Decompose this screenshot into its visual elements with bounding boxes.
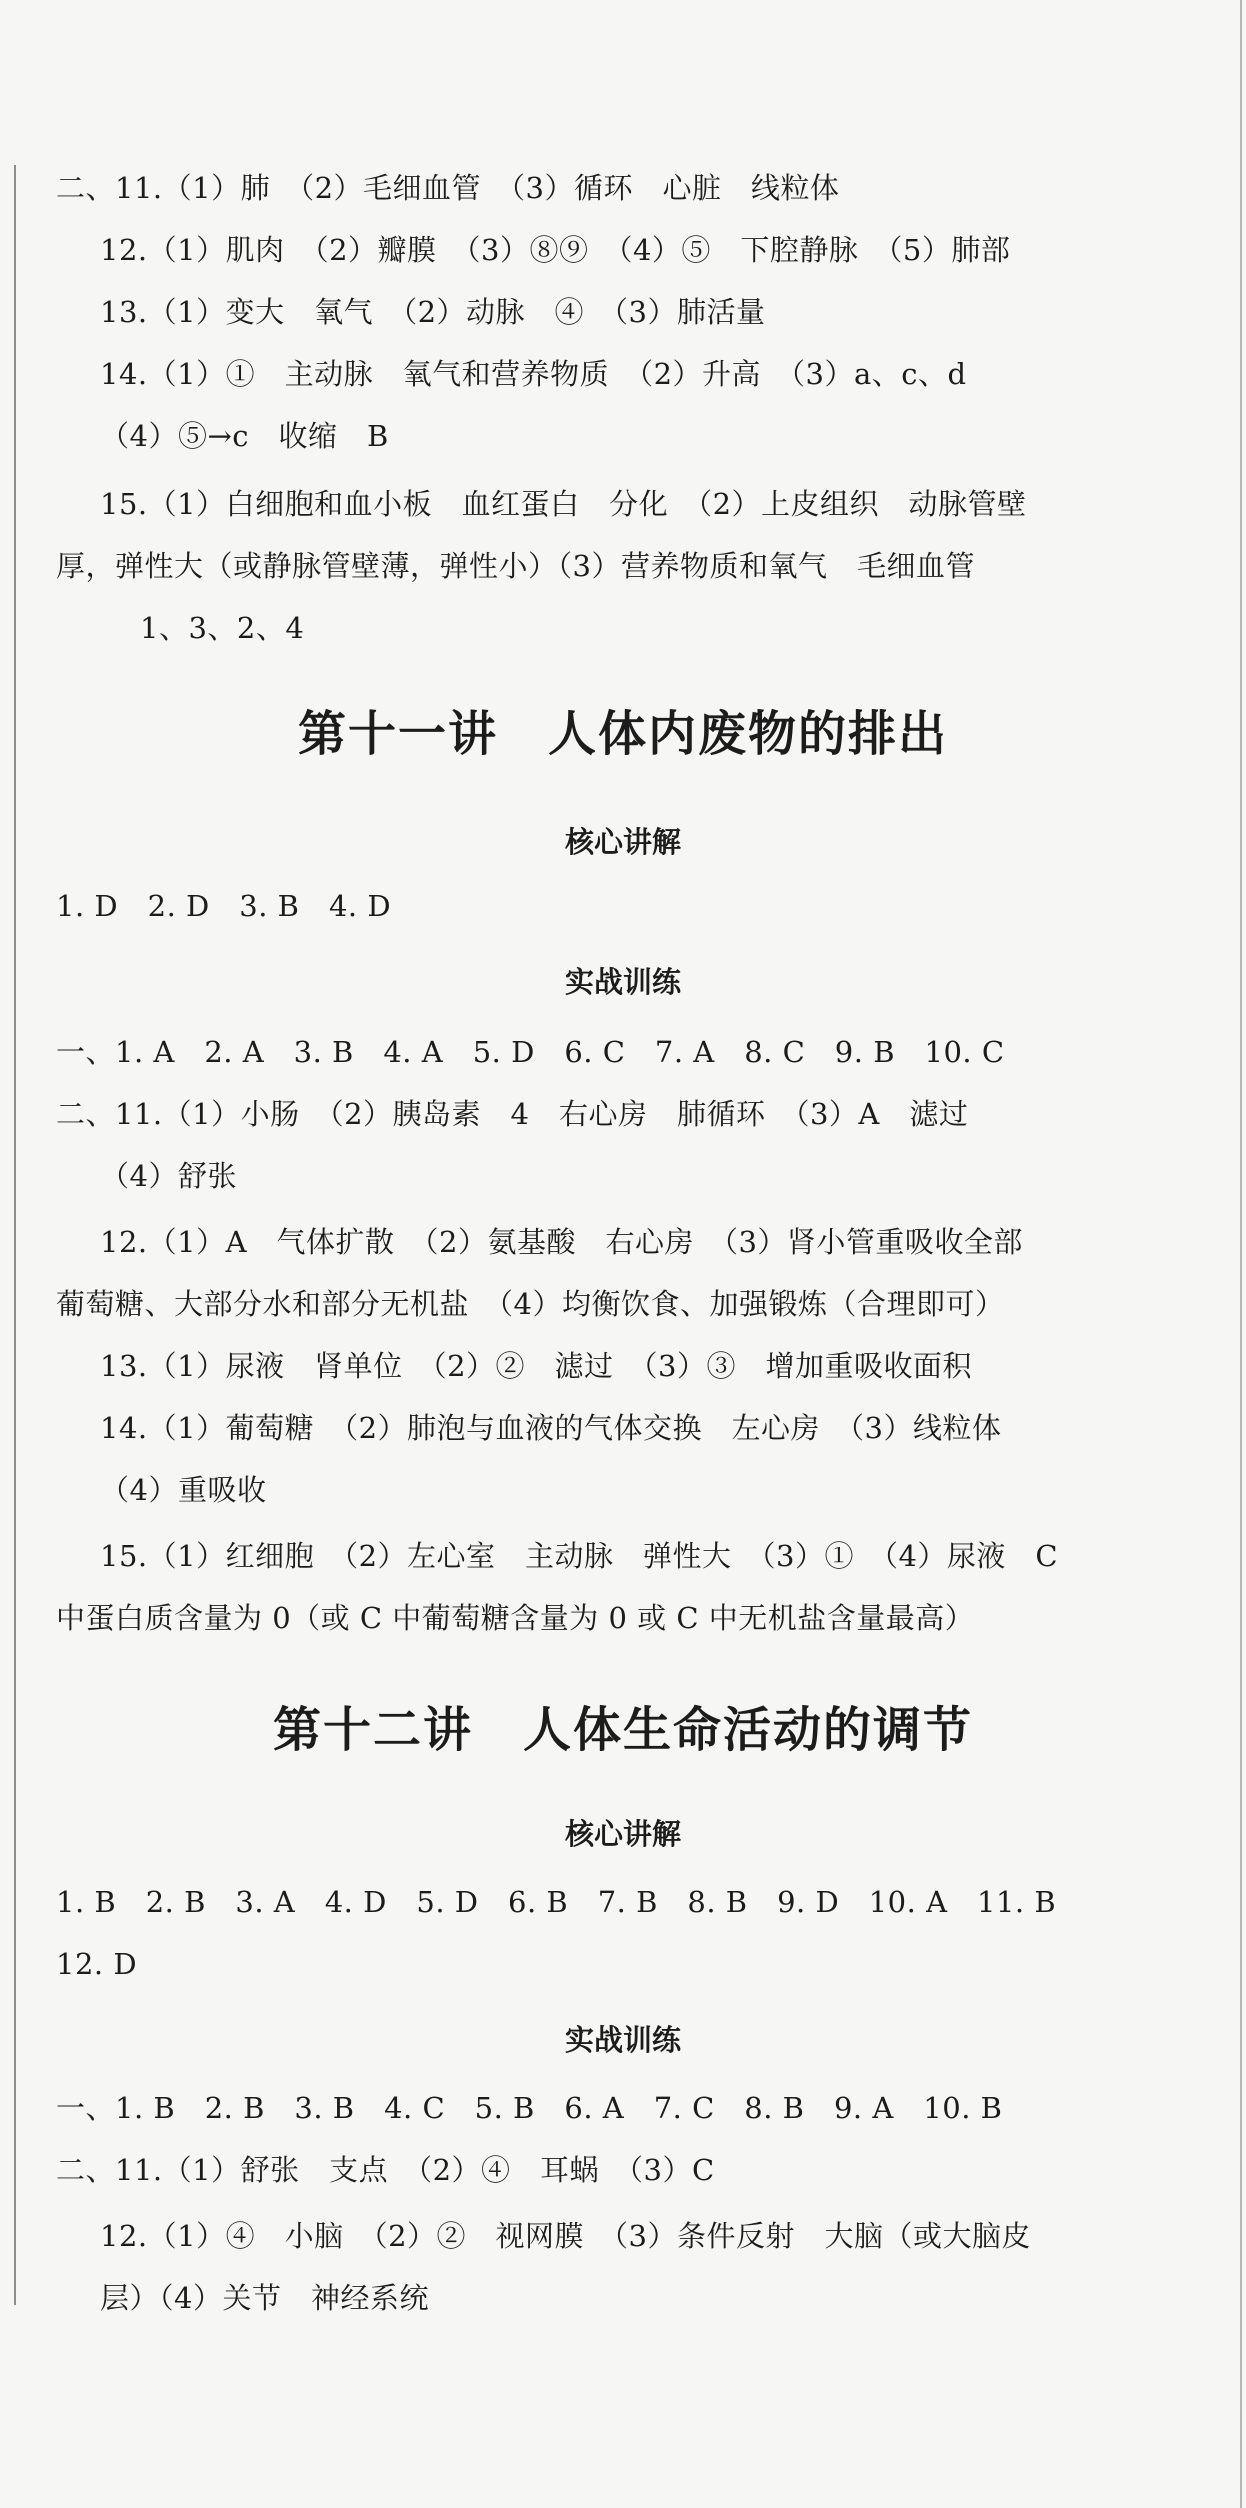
answer-line: 12.（1）A 气体扩散 （2）氨基酸 右心房 （3）肾小管重吸收全部 bbox=[100, 1225, 1023, 1259]
answer-line: （4）⑤→c 收缩 B bbox=[100, 419, 389, 453]
answer-line: （4）重吸收 bbox=[100, 1473, 267, 1507]
answer-line: 层）（4）关节 神经系统 bbox=[100, 2281, 429, 2315]
answer-line: 1. D 2. D 3. B 4. D bbox=[56, 889, 392, 923]
answer-line: （4）舒张 bbox=[100, 1159, 237, 1193]
answer-line: 13.（1）变大 氧气 （2）动脉 ④ （3）肺活量 bbox=[100, 295, 766, 329]
left-margin-rule bbox=[14, 165, 16, 2305]
chapter-title-12: 第十二讲 人体生命活动的调节 bbox=[272, 1702, 973, 1758]
answer-line: 13.（1）尿液 肾单位 （2）② 滤过 （3）③ 增加重吸收面积 bbox=[100, 1349, 972, 1383]
answer-line: 15.（1）白细胞和血小板 血红蛋白 分化 （2）上皮组织 动脉管壁 bbox=[100, 487, 1027, 521]
answer-line: 12.（1）肌肉 （2）瓣膜 （3）⑧⑨ （4）⑤ 下腔静脉 （5）肺部 bbox=[100, 233, 1011, 267]
right-edge-rule bbox=[1240, 0, 1242, 2508]
section-heading-core-11: 核心讲解 bbox=[564, 825, 681, 859]
section-heading-practice-11: 实战训练 bbox=[564, 965, 681, 999]
answer-line: 一、1. A 2. A 3. B 4. A 5. D 6. C 7. A 8. C 9. B 10. C bbox=[56, 1035, 1005, 1069]
answer-line: 二、11.（1）小肠 （2）胰岛素 4 右心房 肺循环 （3）A 滤过 bbox=[56, 1097, 969, 1131]
answer-line: 厚，弹性大（或静脉管壁薄，弹性小）（3）营养物质和氧气 毛细血管 bbox=[56, 549, 975, 583]
answer-line: 1、3、2、4 bbox=[140, 611, 305, 645]
answer-line: 二、11.（1）肺 （2）毛细血管 （3）循环 心脏 线粒体 bbox=[56, 171, 840, 205]
answer-line: 葡萄糖、大部分水和部分无机盐 （4）均衡饮食、加强锻炼（合理即可） bbox=[56, 1287, 1005, 1321]
answer-line: 中蛋白质含量为 0（或 C 中葡萄糖含量为 0 或 C 中无机盐含量最高） bbox=[56, 1601, 975, 1635]
chapter-title-11: 第十一讲 人体内废物的排出 bbox=[297, 706, 948, 762]
answer-line: 15.（1）红细胞 （2）左心室 主动脉 弹性大 （3）① （4）尿液 C bbox=[100, 1539, 1059, 1573]
answer-line: 1. B 2. B 3. A 4. D 5. D 6. B 7. B 8. B 9. D 10. A 11. B bbox=[56, 1885, 1057, 1919]
answer-line: 14.（1）葡萄糖 （2）肺泡与血液的气体交换 左心房 （3）线粒体 bbox=[100, 1411, 1002, 1445]
answer-line: 12. D bbox=[56, 1947, 138, 1981]
answer-line: 二、11.（1）舒张 支点 （2）④ 耳蜗 （3）C bbox=[56, 2153, 715, 2187]
answer-line: 14.（1）① 主动脉 氧气和营养物质 （2）升高 （3）a、c、d bbox=[100, 357, 967, 391]
answer-line: 一、1. B 2. B 3. B 4. C 5. B 6. A 7. C 8. B 9. A 10. B bbox=[56, 2091, 1003, 2125]
section-heading-practice-12: 实战训练 bbox=[564, 2023, 681, 2057]
answer-line: 12.（1）④ 小脑 （2）② 视网膜 （3）条件反射 大脑（或大脑皮 bbox=[100, 2219, 1031, 2253]
section-heading-core-12: 核心讲解 bbox=[564, 1817, 681, 1851]
